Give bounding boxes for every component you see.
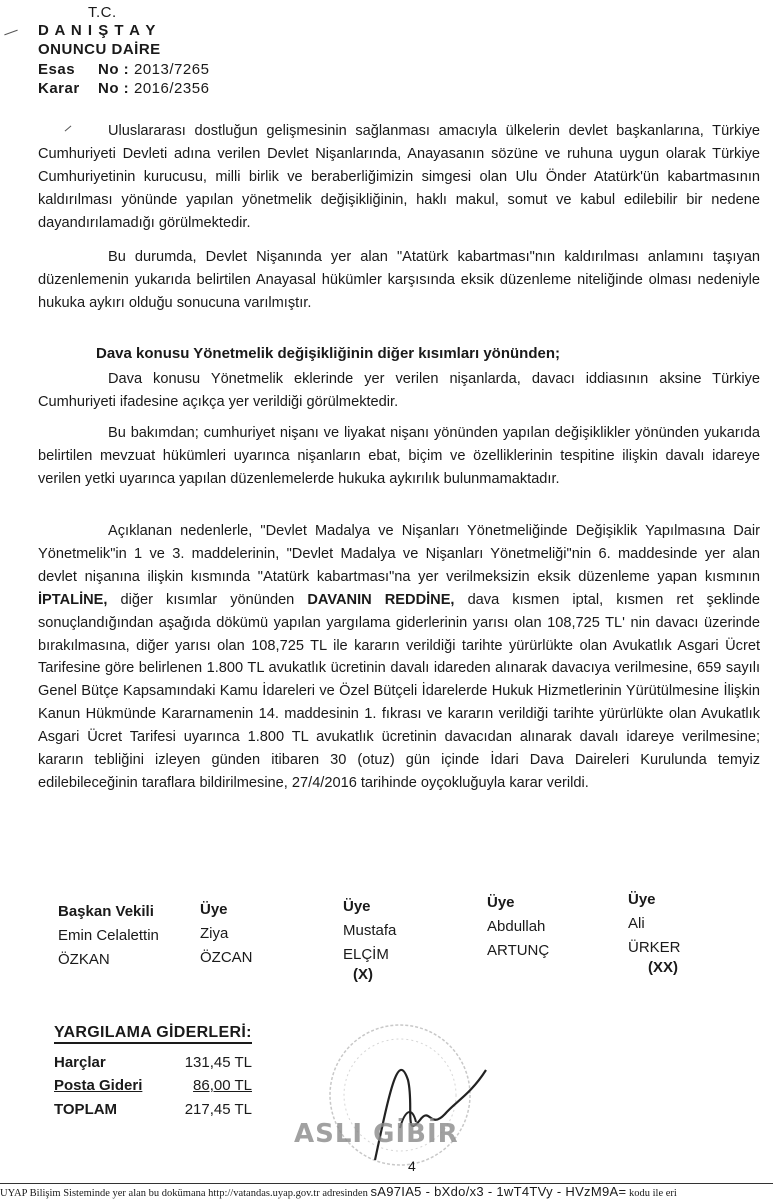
- signature-last-name: ÜRKER: [628, 939, 681, 956]
- signature-note: (XX): [648, 959, 678, 976]
- paragraph-4: Bu bakımdan; cumhuriyet nişanı ve liyakat nişanı yönünden yapılan değişiklikler yönünden yukarıda belirtilen mevzuat hükümleri uyarınca nişanların ebat, biçim ve özelliklerinin tespitine ilişkin davalı idareye verilen yetki uyarınca yapılan düzenlemelerde hukuka aykırılık bulunmamaktadır.: [38, 425, 760, 487]
- paragraph-3: Dava konusu Yönetmelik eklerinde yer verilen nişanlarda, davacı iddiasının aksine Türkiye Cumhuriyeti ifadesine açıkça yer verildiği görülmektedir.: [38, 371, 760, 410]
- signature-title: Üye: [200, 901, 228, 918]
- paragraph-5: [38, 520, 760, 795]
- signature-first-name: Ziya: [200, 925, 229, 942]
- karar-label: Karar: [38, 80, 80, 97]
- signature-title: Üye: [628, 891, 656, 908]
- cost-value: 86,00 TL: [193, 1077, 252, 1094]
- signature-last-name: ÖZCAN: [200, 949, 253, 966]
- signature-last-name: ELÇİM: [343, 946, 389, 963]
- signature-block: [343, 898, 396, 983]
- section-heading: Dava konusu Yönetmelik değişikliğinin diğer kısımları yönünden;: [96, 345, 560, 362]
- cost-row: [54, 1054, 252, 1071]
- p5-text-c: dava kısmen iptal, kısmen ret şeklinde sonuçlandığından aşağıda dökümü yapılan yargılama giderlerinin yarısı olan 108,725 TL' nin davacı üzerinde bırakılmasına, diğer yarısı olan 108,725 TL ile kararın verildiği tarihte yürürlükte olan Avukatlık Asgari Ücret Tarifesine göre belirlenen 1.800 TL avukatlık ücretinin davalı idareden alınarak davacıya verilmesine, 659 sayılı Genel Bütçe Kapsamındaki Kamu İdareleri ve Özel Bütçeli İdarelerde Hukuk Hizmetlerinin Yürütülmesine İlişkin Kanun Hükmünde Kararnamenin 14. maddesinin 1. fıkrası ve kararın verildiği tarihte yürürlükte olan Avukatlık Asgari Ücret Tarifesi uyarınca 1.800 TL avukatlık ücretinin davacıdan alınarak davalı idareye verilmesine; kararın tebliğini izleyen günden itibaren 30 (otuz) gün içinde İdari Dava Daireleri Kurulunda temyiz edilebileceğinin taraflara bildirilmesine, 27/4/2016 tarihinde oyçokluğuyla karar verildi.: [38, 591, 761, 791]
- header-court: D A N I Ş T A Y: [38, 22, 157, 39]
- esas-no-label: No :: [98, 61, 130, 78]
- signature-block: [628, 891, 681, 976]
- signature-title: Başkan Vekili: [58, 903, 154, 920]
- scan-mark: [4, 30, 17, 36]
- p5-text-b: diğer kısımlar yönünden: [107, 591, 308, 608]
- cost-label: Harçlar: [54, 1054, 106, 1071]
- p5-text-a: Açıklanan nedenlerle, "Devlet Madalya ve Nişanları Yönetmeliğinde Değişiklik Yapılmasına Dair Yönetmelik"in 1 ve 3. maddelerinin, "Devlet Madalya ve Nişanları Yönetmeliği"nin 6. maddesinde yer alan devlet nişanına ilişkin kısmında "Atatürk kabartması"na yer verilmeksizin eksik düzenleme yapan kısmının: [38, 523, 760, 585]
- costs-title: YARGILAMA GİDERLERİ:: [54, 1024, 252, 1044]
- signature-first-name: Ali: [628, 915, 645, 932]
- signature-note: (X): [353, 966, 373, 983]
- cost-label: Posta Gideri: [54, 1077, 143, 1094]
- signature-title: Üye: [487, 894, 515, 911]
- karar-row: [38, 80, 210, 97]
- cost-value: 131,45 TL: [184, 1054, 252, 1071]
- esas-row: [38, 61, 210, 78]
- karar-value: 2016/2356: [134, 80, 210, 97]
- header-tc: T.C.: [88, 4, 117, 21]
- esas-value: 2013/7265: [134, 61, 210, 78]
- cost-value: 217,45 TL: [184, 1101, 252, 1118]
- signature-first-name: Mustafa: [343, 922, 397, 939]
- official-stamp: [280, 1010, 520, 1180]
- signature-first-name: Abdullah: [487, 918, 546, 935]
- paragraph-1: Uluslararası dostluğun gelişmesinin sağlanması amacıyla ülkelerin devlet başkanlarına, Türkiye Cumhuriyeti Devleti adına verilen Devlet Nişanlarında, Anayasanın sözüne ve ruhuna uygun olarak Türkiye Cumhuriyetinin kurucusu, milli birlik ve beraberliğimizin simgesi olan Ulu Önder Atatürk'ün kabartmasının kaldırılması yönünde yapılan yönetmelik değişikliğinin, haklı makul, somut ve kabul edilebilir bir nedene dayandırılamadığı görülmektedir.: [38, 123, 760, 231]
- esas-label: Esas: [38, 61, 76, 78]
- signature-title: Üye: [343, 898, 371, 915]
- footer-suffix: kodu ile eri: [628, 1188, 677, 1199]
- stamp-name: ASLI GİBİR: [294, 1119, 459, 1149]
- signature-last-name: ARTUNÇ: [487, 942, 550, 959]
- signature-block: [58, 903, 159, 968]
- cost-label: TOPLAM: [54, 1101, 118, 1118]
- page-number: 4: [408, 1158, 416, 1174]
- cost-row: [54, 1077, 252, 1094]
- paragraph-2: Bu durumda, Devlet Nişanında yer alan "Atatürk kabartması"nın kaldırılması anlamını taşıyan düzenlemenin yukarıda belirtilen Anayasal hükümler karşısında eksik düzenleme niteliğinde olması nedeniyle hukuka aykırı olduğu sonucuna varılmıştır.: [38, 249, 760, 311]
- costs-block: [54, 1024, 252, 1118]
- cost-row: [54, 1101, 252, 1118]
- verification-code: sA97IA5 - bXdo/x3 - 1wT4TVy - HVzM9A=: [370, 1184, 627, 1199]
- davanin-reddine-emphasis: DAVANIN REDDİNE,: [307, 591, 455, 608]
- header-chamber: ONUNCU DAİRE: [38, 41, 161, 58]
- signature-block: [487, 894, 549, 959]
- footer: [0, 1183, 773, 1201]
- karar-no-label: No :: [98, 80, 130, 97]
- signature-first-name: Emin Celalettin: [58, 927, 159, 944]
- signature-last-name: ÖZKAN: [58, 951, 110, 968]
- signature-block: [200, 901, 253, 966]
- footer-text: UYAP Bilişim Sisteminde yer alan bu dokümana http://vatandas.uyap.gov.tr adresinden: [0, 1188, 368, 1199]
- iptaline-emphasis: İPTALİNE,: [38, 591, 108, 608]
